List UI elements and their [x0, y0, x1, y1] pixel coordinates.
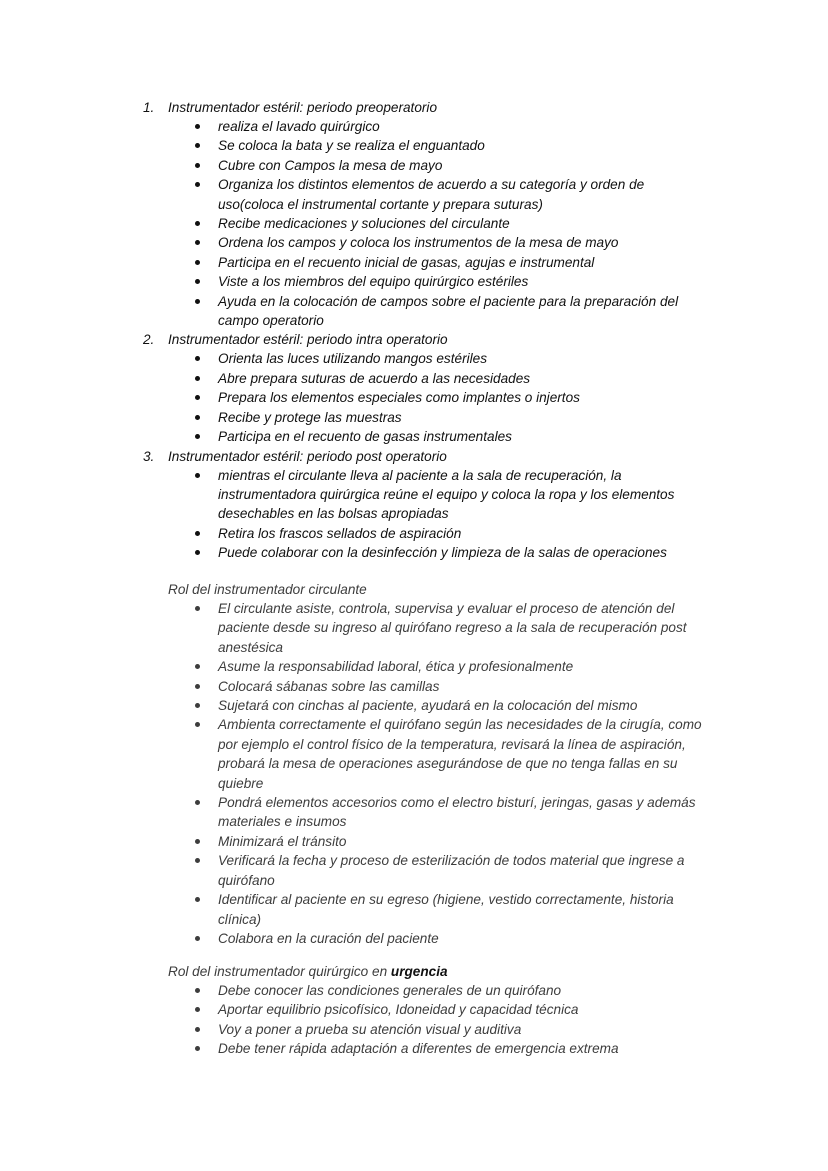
list-item: Puede colaborar con la desinfección y limpieza de la salas de operaciones: [0, 543, 708, 562]
list-item: Participa en el recuento inicial de gasas, agujas e instrumental: [0, 253, 708, 272]
bullet-list: [0, 981, 828, 1059]
list-item: Retira los frascos sellados de aspiración: [0, 524, 708, 543]
list-item: Viste a los miembros del equipo quirúrgico estériles: [0, 272, 708, 291]
section-number: 2.: [143, 332, 155, 348]
section-number: 3.: [143, 448, 155, 464]
list-item: Se coloca la bata y se realiza el enguantado: [0, 136, 708, 155]
section-number: 1.: [143, 100, 155, 115]
section-heading: [0, 98, 828, 117]
numbered-list: [0, 98, 828, 563]
section-postoperatorio: [0, 447, 828, 563]
bullet-list: [0, 466, 828, 563]
section-preoperatorio: [0, 98, 828, 330]
list-item: Identificar al paciente en su egreso (higiene, vestido correctamente, historia clínica): [0, 890, 708, 929]
list-item: Verificará la fecha y proceso de esterilización de todos material que ingrese a quirófano: [0, 851, 708, 890]
section-heading: [0, 962, 828, 981]
list-item: Minimizará el tránsito: [0, 832, 708, 851]
list-item: mientras el circulante lleva al paciente a la sala de recuperación, la instrumentadora quirúrgica reúne el equipo y coloca la ropa y los elementos desechables en las bolsas apropiadas: [0, 466, 708, 524]
list-item: Asume la responsabilidad laboral, ética y profesionalmente: [0, 657, 708, 676]
section-circulante: [0, 580, 828, 948]
section-title: Rol del instrumentador circulante: [168, 582, 367, 597]
list-item: Participa en el recuento de gasas instrumentales: [0, 427, 708, 446]
list-item: Ordena los campos y coloca los instrumentos de la mesa de mayo: [0, 233, 708, 252]
list-item: Recibe y protege las muestras: [0, 408, 708, 427]
bullet-list: [0, 349, 828, 446]
list-item: Voy a poner a prueba su atención visual y auditiva: [0, 1020, 708, 1039]
list-item: Organiza los distintos elementos de acuerdo a su categoría y orden de uso(coloca el instrumental cortante y prepara suturas): [0, 175, 708, 214]
list-item: Colabora en la curación del paciente: [0, 929, 708, 948]
section-title: Instrumentador estéril: periodo preoperatorio: [168, 100, 438, 115]
list-item: Recibe medicaciones y soluciones del circulante: [0, 214, 708, 233]
list-item: Debe tener rápida adaptación a diferentes de emergencia extrema: [0, 1039, 708, 1058]
list-item: Prepara los elementos especiales como implantes o injertos: [0, 388, 708, 407]
list-item: Debe conocer las condiciones generales de un quirófano: [0, 981, 708, 1000]
list-item: Aportar equilibrio psicofísico, Idoneidad y capacidad técnica: [0, 1000, 708, 1019]
list-item: El circulante asiste, controla, supervisa y evaluar el proceso de atención del paciente desde su ingreso al quirófano regreso a la sala de recuperación post anestésica: [0, 599, 708, 657]
list-item: Ayuda en la colocación de campos sobre el paciente para la preparación del campo operatorio: [0, 292, 708, 331]
list-item: realiza el lavado quirúrgico: [0, 117, 708, 136]
section-title-prefix: Rol del instrumentador quirúrgico en: [168, 964, 391, 979]
section-urgencia: [0, 962, 828, 1059]
section-heading: [0, 447, 828, 466]
section-title-emphasis: urgencia: [390, 964, 448, 979]
list-item: Cubre con Campos la mesa de mayo: [0, 156, 708, 175]
list-item: Orienta las luces utilizando mangos estériles: [0, 349, 708, 368]
list-item: Abre prepara suturas de acuerdo a las necesidades: [0, 369, 708, 388]
section-intraoperatorio: [0, 330, 828, 446]
list-item: Pondrá elementos accesorios como el electro bisturí, jeringas, gasas y además materiales e insumos: [0, 793, 708, 832]
section-heading: [0, 580, 828, 599]
list-item: Ambienta correctamente el quirófano según las necesidades de la cirugía, como por ejemplo el control físico de la temperatura, revisará la línea de aspiración, probará la mesa de operaciones asegurándose de que no tenga fallas en su quiebre: [0, 715, 708, 793]
list-item: Sujetará con cinchas al paciente, ayudará en la colocación del mismo: [0, 696, 708, 715]
section-title: Instrumentador estéril: periodo post operatorio: [168, 448, 447, 464]
bullet-list: [0, 599, 828, 948]
bullet-list: [0, 117, 828, 330]
section-title: [168, 962, 448, 981]
list-item: Colocará sábanas sobre las camillas: [0, 677, 708, 696]
section-title: Instrumentador estéril: periodo intra operatorio: [168, 332, 448, 348]
section-heading: [0, 330, 828, 349]
